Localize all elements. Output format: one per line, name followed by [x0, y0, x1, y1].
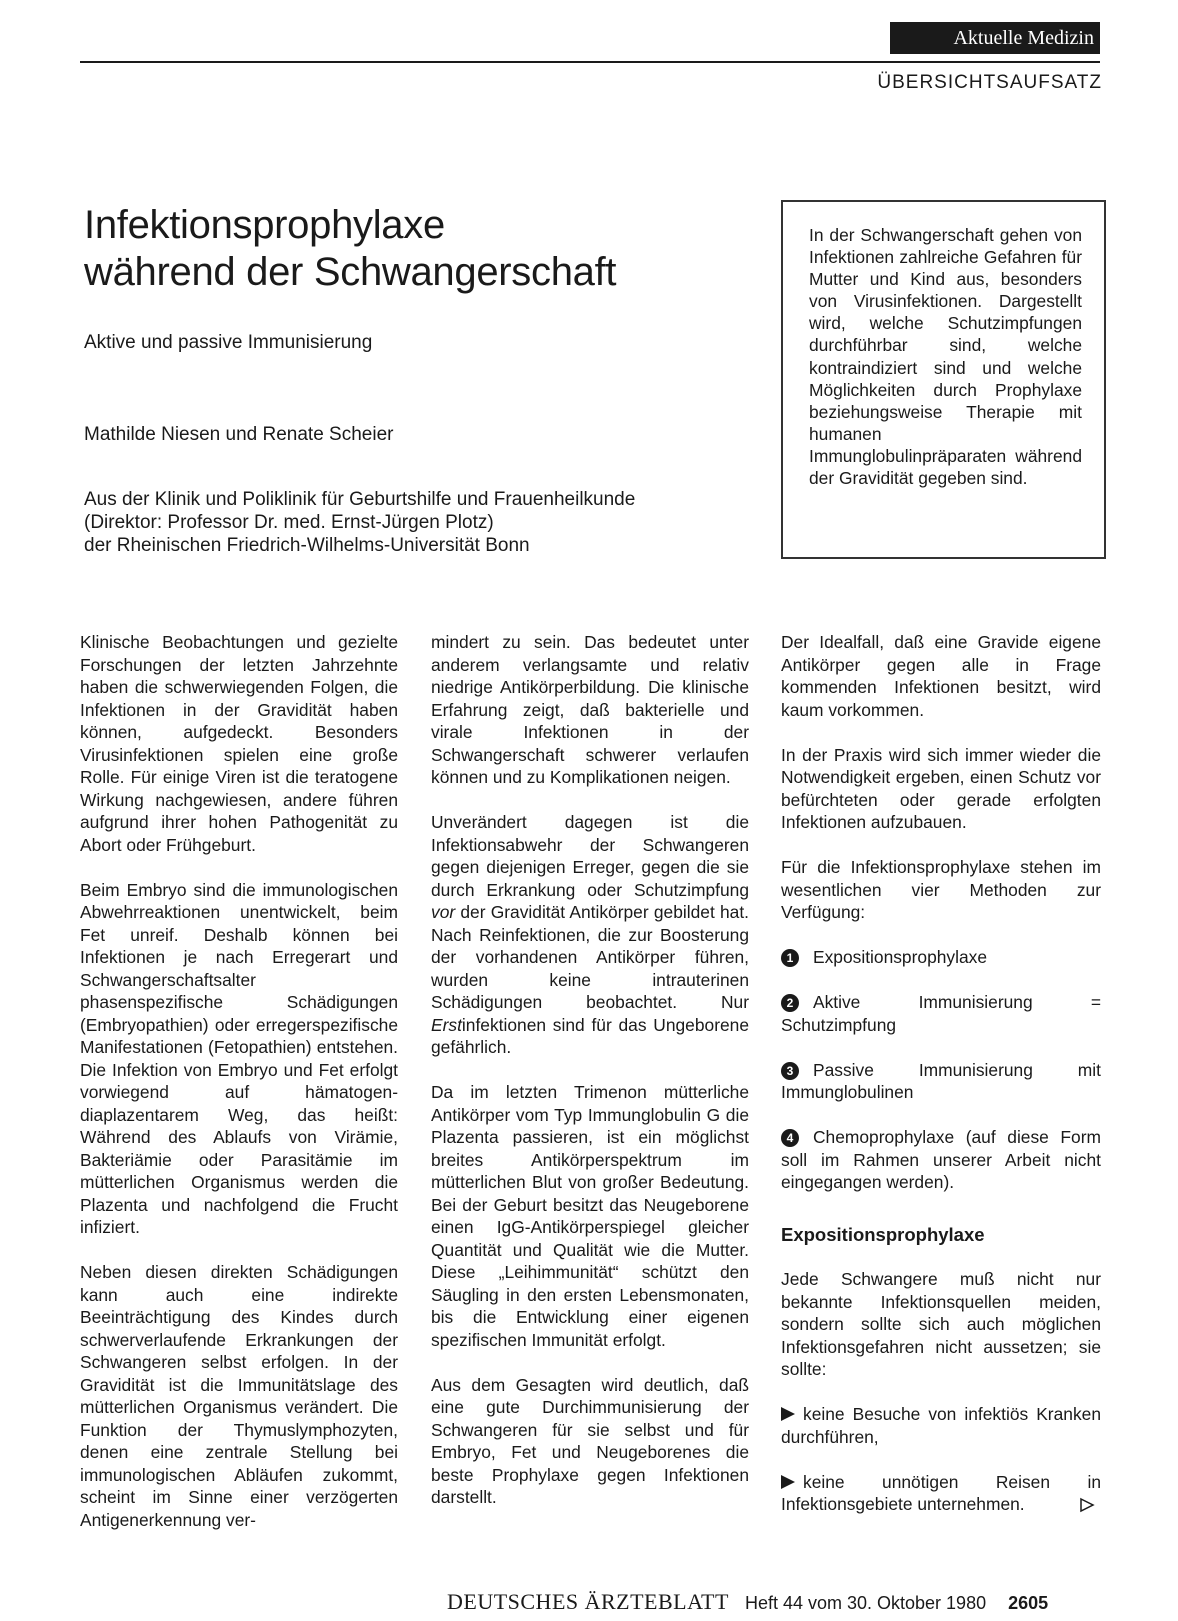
paragraph: Klinische Beobachtungen und gezielte Forschungen der letzten Jahrzehnte haben die schwerwiegenden Folgen, die Infektionen in der Gravidität haben können, aufgedeckt. Besonders Virusinfektionen spielen eine große Rolle. Für einige Viren ist die teratogene Wirkung nachgewiesen, andere führen aufgrund ihrer hohen Pathogenität zu Abort oder Frühgeburt. [80, 632, 398, 855]
method-item [781, 991, 1101, 1036]
text-run: der Gravidität Antikörper gebildet hat. Nach Reinfektionen, die zur Boosterung der vorhandenen Antikörper führen, wurden keine intrauterinen Schädigungen beobachtet. Nur [431, 902, 749, 1012]
section-heading: Expositionsprophylaxe [781, 1223, 985, 1245]
bullet-text: keine unnötigen Reisen in Infektionsgebiete unternehmen. [781, 1471, 1101, 1514]
journal-name: DEUTSCHES ÄRZTEBLATT [447, 1589, 729, 1614]
title-line: während der Schwangerschaft [84, 250, 617, 294]
method-text: Chemoprophylaxe (auf diese Form soll im Rahmen unserer Arbeit nicht eingegangen werden). [781, 1127, 1101, 1192]
section-label: Aktuelle Medizin [890, 22, 1100, 54]
paragraph: Aus dem Gesagten wird deutlich, daß eine gute Durchimmunisierung der Schwangeren für sie selbst und für Embryo, Fet und Neugeborenes die beste Prophylaxe gegen Infektionen darstellt. [431, 1374, 749, 1507]
abstract-box [781, 200, 1106, 559]
method-item [781, 946, 1101, 969]
bullet-item [781, 1403, 1101, 1448]
method-text: Expositionsprophylaxe [813, 947, 988, 967]
authors: Mathilde Niesen und Renate Scheier [84, 424, 394, 445]
paragraph: Da im letzten Trimenon mütterliche Antikörper vom Typ Immunglobulin G die Plazenta passieren, ist ein möglichst breites Antikörperspektrum im mütterlichen Blut von großer Bedeutung. Bei der Geburt besitzt das Neugeborene einen IgG-Antikörperspiegel gleicher Quantität und Qualität wie die Mutter. Diese „Leihimmunität“ schützt den Säugling in den ersten Lebensmonaten, bis die Entwicklung einer eigenen spezifischen Immunität erfolgt. [431, 1082, 749, 1350]
emphasis: vor [431, 902, 456, 922]
article-subtitle: Aktive und passive Immunisierung [84, 332, 373, 353]
title-line: Infektionsprophylaxe [84, 203, 445, 247]
number-badge-icon: 3 [781, 1062, 799, 1080]
abstract-text: In der Schwangerschaft gehen von Infektionen zahlreiche Gefahren für Mutter und Kind aus, besonders von Virusinfektionen. Dargestellt wird, welche Schutzimpfungen durchführbar sind, welche kontraindiziert sind und welche Möglichkeiten durch Prophylaxe beziehungsweise Therapie mit humanen Immunglobulinpräparaten während der Gravidität gegeben sind. [809, 225, 1082, 489]
page-number: 2605 [1008, 1593, 1049, 1613]
method-item [781, 1059, 1101, 1104]
affiliation-line: Aus der Klinik und Poliklinik für Geburtshilfe und Frauenheilkunde [84, 489, 636, 510]
page-footer [447, 1589, 1107, 1615]
paragraph [431, 811, 749, 1059]
article-type: ÜBERSICHTSAUFSATZ [877, 72, 1102, 93]
method-text: Aktive Immunisierung = Schutzimpfung [781, 992, 1101, 1035]
text-run: infektionen sind für das Ungeborene gefährlich. [431, 1014, 749, 1057]
affiliation [84, 488, 784, 557]
affiliation-line: der Rheinischen Friedrich-Wilhelms-Universität Bonn [84, 535, 530, 556]
method-item [781, 1126, 1101, 1194]
affiliation-line: (Direktor: Professor Dr. med. Ernst-Jürgen Plotz) [84, 512, 494, 533]
bullet-arrow-icon [781, 1475, 795, 1489]
bullet-text: keine Besuche von infektiös Kranken durchführen, [781, 1404, 1101, 1447]
number-badge-icon: 1 [781, 949, 799, 967]
paragraph: mindert zu sein. Das bedeutet unter anderem verlangsamte und relativ niedrige Antikörperbildung. Die klinische Erfahrung zeigt, daß bakterielle und virale Infektionen in der Schwangerschaft schwerer verlaufen können und zu Komplikationen neigen. [431, 632, 749, 787]
header-rule [80, 61, 1100, 63]
issue-info: Heft 44 vom 30. Oktober 1980 [744, 1593, 987, 1613]
body-column-3 [781, 631, 1101, 1538]
paragraph: In der Praxis wird sich immer wieder die Notwendigkeit ergeben, einen Schutz vor befürchteten oder gerade erfolgten Infektionen aufzubauen. [781, 744, 1101, 832]
paragraph: Jede Schwangere muß nicht nur bekannte Infektionsquellen meiden, sondern sollte sich auch möglichen Infektionsgefahren nicht aussetzen; sie sollte: [781, 1269, 1101, 1379]
emphasis: Erst [431, 1014, 462, 1035]
paragraph: Beim Embryo sind die immunologischen Abwehrreaktionen unentwickelt, beim Fet unreif. Deshalb können bei Infektionen je nach Erregerart und Schwangerschaftsalter phasenspezifische Schädigungen (Embryopathien) oder erregerspezifische Manifestationen (Fetopathien) entstehen. Die Infektion von Embryo und Fet erfolgt vorwiegend auf hämatogen-diaplazentarem Weg, das heißt: Während des Ablaufs von Virämie, Bakteriämie oder Parasitämie im mütterlichen Organismus werden die Plazenta und nachfolgend die Frucht infiziert. [80, 879, 398, 1237]
paragraph: Für die Infektionsprophylaxe stehen im wesentlichen vier Methoden zur Verfügung: [781, 857, 1101, 922]
article-title [84, 202, 764, 296]
body-column-2 [431, 631, 749, 1531]
paragraph: Der Idealfall, daß eine Gravide eigene Antikörper gegen alle in Frage kommenden Infektionen besitzt, wird kaum vorkommen. [781, 632, 1101, 720]
paragraph: Neben diesen direkten Schädigungen kann auch eine indirekte Beeinträchtigung des Kindes durch schwerverlaufende Erkrankungen der Schwangeren selbst erfolgen. In der Gravidität ist die Immunitätslage des mütterlichen Organismus verändert. Die Funktion der Thymuslymphozyten, denen eine zentrale Stellung bei immunologischen Abläufen zukommt, scheint im Sinne einer verzögerten Antigenerkennung ver- [80, 1262, 398, 1530]
number-badge-icon: 2 [781, 994, 799, 1012]
number-badge-icon: 4 [781, 1129, 799, 1147]
method-text: Passive Immunisierung mit Immunglobulinen [781, 1059, 1101, 1102]
bullet-arrow-icon [781, 1407, 795, 1421]
text-run: Unverändert dagegen ist die Infektionsabwehr der Schwangeren gegen diejenigen Erreger, gegen die sie durch Erkrankung oder Schutzimpfung [431, 812, 749, 900]
bullet-item [781, 1471, 1101, 1516]
body-column-1 [80, 631, 398, 1554]
